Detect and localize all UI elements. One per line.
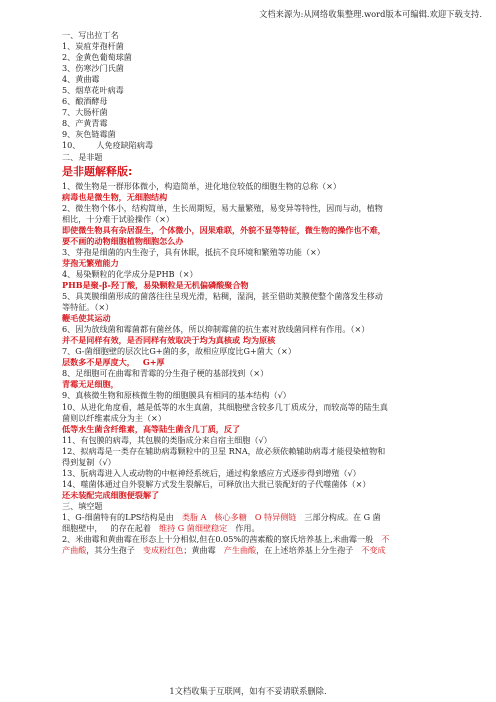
question-text: 三部分构成。在 G 菌 <box>304 511 381 522</box>
question: 6、因为放线菌和霉菌都有菌丝体，所以抑制霉菌的抗生素对放线菌同样有作用。（×） <box>62 324 370 335</box>
answer-note: 病毒也是微生物，无细胞结构 <box>62 191 168 202</box>
question: 3、芽孢是细菌的内生孢子，具有休眠，抵抗不良环境和繁殖等功能（×） <box>62 246 325 257</box>
question: 12、拟病毒是一类存在辅助病毒颗粒中的卫星 RNA，故必须依赖辅助病毒才能侵染植物和 <box>62 445 386 456</box>
question: 1、微生物是一群形体微小，构造简单，进化地位较低的细胞生物的总称（×） <box>62 180 342 191</box>
fill-blank: 不 <box>381 534 390 545</box>
answer-note: 青霉无足细胞， <box>62 379 119 390</box>
answer-text: 层数多不是厚度大， <box>62 357 135 368</box>
fill-blank: 不变成 <box>361 545 386 556</box>
question: 得到复制（√） <box>62 456 116 467</box>
question: 14、噬菌体通过自外裂解方式发生裂解后，可释放出大批已装配好的子代噬菌体（×） <box>62 478 371 489</box>
answer-note: 并不是同样有效，是否同样有效取决于均为真核或 均为原核 <box>62 335 276 346</box>
fill-blank: 产曲酸 <box>62 545 87 556</box>
list-item: 2、金黄色葡萄球菌 <box>62 52 132 63</box>
question-text: 细胞壁中， <box>62 523 103 534</box>
answer-note: 芽孢无繁殖能力 <box>62 257 119 268</box>
question: 10、从进化角度看，越是低等的水生真菌，其细胞壁含较多几丁质成分，而较高等的陆生真 <box>62 401 388 412</box>
document-body <box>62 30 440 556</box>
fill-question <box>62 545 440 556</box>
question-text: 2、米曲霉和黄曲霉在形态上十分相似,但在0.05%的茜素酸的察氏培养基上,米曲霉一般 <box>62 534 374 545</box>
tf-heading: 是非题解释版: <box>62 164 133 178</box>
list-item <box>62 140 440 151</box>
list-item: 5、烟草花叶病毒 <box>62 85 124 96</box>
fill-blank: 产生曲酸 <box>223 545 257 556</box>
question: 9、真核微生物和原核微生物的细胞膜具有相同的基本结构（√） <box>62 390 291 401</box>
fill-question <box>62 534 440 545</box>
answer-note: PHB是聚-β-羟丁酸，易染颗粒是无机偏磷酸聚合物 <box>62 279 249 290</box>
item-number: 10、 <box>62 140 81 151</box>
fill-blank: 类脂 A <box>181 511 207 522</box>
item-text: 人免疫缺陷病毒 <box>96 140 154 151</box>
question: 11、有包膜的病毒，其包膜的类脂成分来自宿主细胞（√） <box>62 434 272 445</box>
section-title: 三、填空题 <box>62 500 103 511</box>
question-text: ，在上述培养基上分生孢子 <box>256 545 354 556</box>
list-item: 1、炭疽芽孢杆菌 <box>62 41 124 52</box>
answer-note: 低等水生菌含纤维素，高等陆生菌含几丁质，反了 <box>62 423 241 434</box>
list-item: 8、产黄青霉 <box>62 118 108 129</box>
list-item: 3、伤寒沙门氏菌 <box>62 63 124 74</box>
question-text: 1、G-细菌特有的LPS结构是由 <box>62 511 174 522</box>
question: 菌则以纤维素成分为主（×） <box>62 412 166 423</box>
question: 等特征。（×） <box>62 302 114 313</box>
section-title: 二、是非题 <box>62 151 103 162</box>
question: 相比，十分难于试验操作（×） <box>62 213 175 224</box>
list-item: 6、酿酒酵母 <box>62 96 108 107</box>
question: 4、易染颗粒的化学成分是PHB（×） <box>62 268 198 279</box>
question-text: 作用。 <box>235 523 260 534</box>
page-header: 文档来源为:从网络收集整理.word版本可编辑.欢迎下载支持. <box>259 9 482 19</box>
fill-blank: 核心多糖 <box>214 511 247 522</box>
answer-note: 还未装配完成细胞便裂解了 <box>62 489 160 500</box>
fill-blank: 维持 G 菌细壁稳定 <box>158 523 228 534</box>
answer-note: 鞭毛使其运动 <box>62 313 111 324</box>
section-title: 一、写出拉丁名 <box>62 30 119 40</box>
page-footer: 1文档收集于互联网，如有不妥请联系删除. <box>169 686 327 696</box>
fill-blank: 变成粉红色 <box>142 545 184 556</box>
list-item: 9、灰色链霉菌 <box>62 129 116 140</box>
answer-note: 要不画的动物细胞植物细胞怎么办 <box>62 235 184 246</box>
list-item: 7、大肠杆菌 <box>62 107 108 118</box>
question-text: ，其分生孢子 <box>86 545 135 556</box>
fill-blank: O 特异侧链 <box>254 511 297 522</box>
question: 8、足细胞可在曲霉和青霉的分生孢子梗的基部找到（×） <box>62 368 269 379</box>
answer-note <box>62 357 440 368</box>
question-text: 的存在起着 <box>110 523 151 534</box>
fill-question <box>62 523 440 534</box>
question-text: ；黄曲霉 <box>183 545 216 556</box>
answer-tag: G+厚 <box>142 357 165 368</box>
question: 7、G-菌细胞壁的层次比G+菌的多，故相应厚度比G+菌大（×） <box>62 346 296 357</box>
question: 2、微生物个体小，结构简单，生长周期短，易大量繁殖，易变异等特性，因而与动，植物 <box>62 202 383 213</box>
question: 13、朊病毒进入人或动物的中枢神经系统后，通过构象感应方式逐步得到增殖（√） <box>62 467 361 478</box>
list-item: 4、黄曲霉 <box>62 74 100 85</box>
answer-note: 即使微生物具有杂居混生，个体微小，因果难联，外貌不显等特征，微生物的操作也不难， <box>62 224 386 235</box>
question: 5、具荚膜细菌形成的菌落往往呈现光滑，粘稠，湿润，甚至借助荚膜使整个菌落发生移动 <box>62 291 383 302</box>
latin-name-list <box>62 41 440 151</box>
fill-question <box>62 512 440 523</box>
